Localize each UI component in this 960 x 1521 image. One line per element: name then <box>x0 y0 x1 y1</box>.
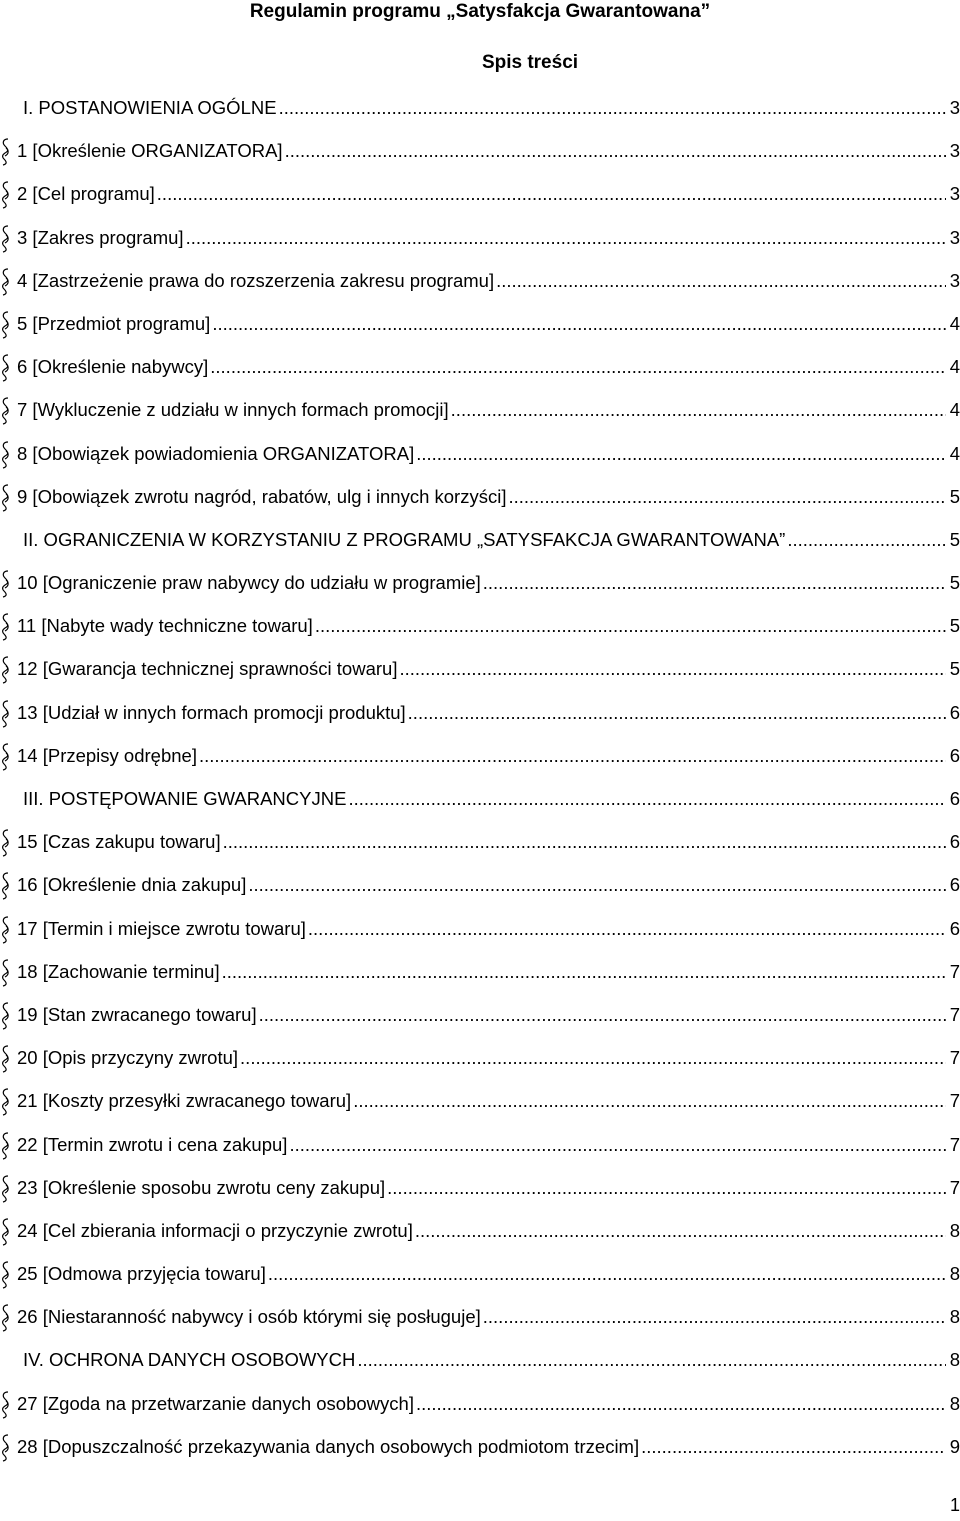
toc-entry-label: IV. OCHRONA DANYCH OSOBOWYCH <box>23 1349 356 1371</box>
toc-entry-page: 4 <box>949 399 960 421</box>
toc-entry-label: 10 [Ograniczenie praw nabywcy do udziału w programie] <box>17 572 481 594</box>
toc-entry-line <box>0 527 960 553</box>
toc-entry-page: 6 <box>949 831 960 853</box>
toc-dot-leader <box>308 916 946 942</box>
toc-entry-label: 16 [Określenie dnia zakupu] <box>17 874 247 896</box>
toc-entry-page: 8 <box>949 1219 960 1241</box>
toc-entry-line <box>0 1088 960 1114</box>
toc-entry-line <box>0 613 960 639</box>
toc-entry-page: 3 <box>949 226 960 248</box>
toc-entry-line <box>0 1002 960 1028</box>
toc-entry-page: 8 <box>949 1349 960 1371</box>
toc-section-entry[interactable] <box>0 735 960 778</box>
toc-entry-page: 5 <box>949 572 960 594</box>
toc-entry-label: 11 [Nabyte wady techniczne towaru] <box>17 615 313 637</box>
toc-entry-label: 23 [Określenie sposobu zwrotu ceny zakupu] <box>17 1176 386 1198</box>
toc-entry-label: 13 [Udział w innych formach promocji produktu] <box>17 701 406 723</box>
toc-entry-line <box>0 786 960 812</box>
toc-entry-label: III. POSTĘPOWANIE GWARANCYJNE <box>23 788 347 809</box>
toc-dot-leader <box>353 1088 946 1114</box>
toc-section-entry[interactable] <box>0 217 960 260</box>
toc-entry-line <box>0 570 960 596</box>
toc-entry-label: 26 [Niestaranność nabywcy i osób którymi się posługuje] <box>17 1306 481 1328</box>
toc-entry-line <box>0 397 960 423</box>
toc-entry-page: 4 <box>949 356 960 378</box>
toc-dot-leader <box>415 1218 946 1244</box>
toc-section-entry[interactable] <box>0 303 960 346</box>
toc-entry-line <box>0 916 960 942</box>
toc-entry-page: 3 <box>949 183 960 205</box>
toc-chapter-entry[interactable] <box>0 87 960 130</box>
toc-section-entry[interactable] <box>0 1037 960 1080</box>
toc-entry-label: 6 [Określenie nabywcy] <box>17 356 209 378</box>
toc-entry-line <box>0 1175 960 1201</box>
toc-entry-label: 20 [Opis przyczyny zwrotu] <box>17 1047 239 1069</box>
toc-dot-leader <box>285 138 946 164</box>
toc-entry-page: 8 <box>949 1392 960 1414</box>
toc-entry-page: 5 <box>949 658 960 680</box>
toc-section-entry[interactable] <box>0 1080 960 1123</box>
toc-dot-leader <box>399 656 946 682</box>
toc-entry-line <box>0 829 960 855</box>
toc-dot-leader <box>212 311 946 337</box>
toc-entry-label: 4 [Zastrzeżenie prawa do rozszerzenia zakresu programu] <box>17 269 495 291</box>
toc-entry-page: 3 <box>949 140 960 162</box>
toc-dot-leader <box>408 700 946 726</box>
toc-entry-line <box>0 743 960 769</box>
toc-dot-leader <box>641 1434 946 1460</box>
toc-dot-leader <box>496 268 946 294</box>
toc-entry-page: 9 <box>949 1435 960 1457</box>
toc-entry-line <box>0 1391 960 1417</box>
toc-dot-leader <box>279 95 946 121</box>
toc-section-entry[interactable] <box>0 346 960 389</box>
toc-entry-label: 21 [Koszty przesyłki zwracanego towaru] <box>17 1090 352 1112</box>
toc-section-entry[interactable] <box>0 260 960 303</box>
toc-entry-label: 15 [Czas zakupu towaru] <box>17 831 221 853</box>
toc-entry-line <box>0 354 960 380</box>
toc-entry-label: 24 [Cel zbierania informacji o przyczynie zwrotu] <box>17 1219 413 1241</box>
toc-entry-page: 7 <box>949 1003 960 1025</box>
toc-entry-page: 7 <box>949 1133 960 1155</box>
toc-entry-line <box>0 138 960 164</box>
toc-entry-page: 7 <box>949 1176 960 1198</box>
toc-entry-label: II. OGRANICZENIA W KORZYSTANIU Z PROGRAMU „SATYSFAKCJA GWARANTOWANA” <box>23 528 786 550</box>
toc-entry-line <box>0 1132 960 1158</box>
toc-section-entry[interactable] <box>0 994 960 1037</box>
toc-entry-label: 3 [Zakres programu] <box>17 226 184 248</box>
toc-entry-page: 6 <box>949 701 960 723</box>
toc-entry-label: 12 [Gwarancja technicznej sprawności towaru] <box>17 658 398 680</box>
toc-entry-page: 7 <box>949 960 960 982</box>
toc-entry-label: 22 [Termin zwrotu i cena zakupu] <box>17 1133 288 1155</box>
toc-entry-page: 7 <box>949 1090 960 1112</box>
toc-entry-line <box>0 95 960 121</box>
toc-section-entry[interactable] <box>0 864 960 907</box>
toc-dot-leader <box>186 225 946 251</box>
toc-section-entry[interactable] <box>0 951 960 994</box>
toc-section-entry[interactable] <box>0 476 960 519</box>
toc-entry-line <box>0 484 960 510</box>
toc-entry-line <box>0 656 960 682</box>
toc-entry-page: 6 <box>949 917 960 939</box>
toc-entry-line <box>0 311 960 337</box>
toc-entry-label: 25 [Odmowa przyjęcia towaru] <box>17 1263 266 1285</box>
toc-section-entry[interactable] <box>0 1383 960 1426</box>
toc-entry-page: 7 <box>949 1047 960 1069</box>
toc-dot-leader <box>157 181 946 207</box>
toc-dot-leader <box>451 397 946 423</box>
toc-entry-page: 3 <box>949 97 960 118</box>
toc-entry-label: 17 [Termin i miejsce zwrotu towaru] <box>17 917 306 939</box>
toc-entry-page: 5 <box>949 485 960 507</box>
toc-entry-page: 8 <box>949 1263 960 1285</box>
toc-entry-page: 4 <box>949 312 960 334</box>
toc-section-entry[interactable] <box>0 648 960 691</box>
toc-section-entry[interactable] <box>0 130 960 173</box>
toc-dot-leader <box>248 872 946 898</box>
toc-entry-label: 5 [Przedmiot programu] <box>17 312 211 334</box>
toc-entry-page: 6 <box>949 788 960 809</box>
toc-entry-label: 14 [Przepisy odrębne] <box>17 744 197 766</box>
toc-dot-leader <box>348 786 946 812</box>
toc-entry-line <box>0 1347 960 1373</box>
toc-entry-line <box>0 268 960 294</box>
toc-dot-leader <box>483 1304 946 1330</box>
toc-dot-leader <box>268 1261 946 1287</box>
document-title: Regulamin programu „Satysfakcja Gwarantowana” <box>249 1 711 22</box>
toc-entry-line <box>0 959 960 985</box>
toc-entry-line <box>0 700 960 726</box>
toc-section-entry[interactable] <box>0 605 960 648</box>
toc-entry-line <box>0 181 960 207</box>
toc-section-entry[interactable] <box>0 433 960 476</box>
toc-dot-leader <box>240 1045 946 1071</box>
toc-dot-leader <box>210 354 946 380</box>
toc-entry-line <box>0 1434 960 1460</box>
toc-dot-leader <box>387 1175 946 1201</box>
toc-entry-page: 8 <box>949 1306 960 1328</box>
toc-entry-label: 2 [Cel programu] <box>17 183 155 205</box>
toc-chapter-entry[interactable] <box>0 1339 960 1382</box>
toc-entry-page: 3 <box>949 269 960 291</box>
toc-entry-line <box>0 441 960 467</box>
toc-dot-leader <box>416 1391 946 1417</box>
toc-section-entry[interactable] <box>0 562 960 605</box>
toc-section-entry[interactable] <box>0 1296 960 1339</box>
toc-entry-line <box>0 872 960 898</box>
toc-dot-leader <box>315 613 946 639</box>
toc-dot-leader <box>787 527 946 553</box>
toc-entry-line <box>0 1304 960 1330</box>
toc-section-entry[interactable] <box>0 1426 960 1469</box>
toc-entry-page: 4 <box>949 442 960 464</box>
toc-dot-leader <box>289 1132 946 1158</box>
toc-entry-label: 28 [Dopuszczalność przekazywania danych osobowych podmiotom trzecim] <box>17 1435 640 1457</box>
toc-section-entry[interactable] <box>0 389 960 432</box>
toc-entry-label: 8 [Obowiązek powiadomienia ORGANIZATORA] <box>17 442 415 464</box>
toc-dot-leader <box>223 829 946 855</box>
toc-entry-label: 7 [Wykluczenie z udziału w innych formach promocji] <box>17 399 449 421</box>
toc-heading: Spis treści <box>481 52 579 73</box>
toc-dot-leader <box>199 743 946 769</box>
toc-section-entry[interactable] <box>0 1167 960 1210</box>
toc-chapter-entry[interactable] <box>0 778 960 821</box>
toc-entry-line <box>0 1045 960 1071</box>
toc-entry-label: I. POSTANOWIENIA OGÓLNE <box>23 97 277 118</box>
toc-section-entry[interactable] <box>0 1253 960 1296</box>
toc-dot-leader <box>483 570 946 596</box>
toc-section-entry[interactable] <box>0 692 960 735</box>
toc-entry-page: 5 <box>949 528 960 550</box>
toc-chapter-entry[interactable] <box>0 519 960 562</box>
toc-entry-page: 6 <box>949 744 960 766</box>
toc-entry-label: 19 [Stan zwracanego towaru] <box>17 1003 257 1025</box>
toc-entry-line <box>0 225 960 251</box>
toc-dot-leader <box>508 484 946 510</box>
toc-entry-line <box>0 1218 960 1244</box>
toc-section-entry[interactable] <box>0 908 960 951</box>
toc-dot-leader <box>357 1347 946 1373</box>
toc-dot-leader <box>222 959 946 985</box>
toc-section-entry[interactable] <box>0 173 960 216</box>
toc-dot-leader <box>416 441 946 467</box>
toc-entry-page: 6 <box>949 874 960 896</box>
toc-entry-label: 18 [Zachowanie terminu] <box>17 960 220 982</box>
toc-section-entry[interactable] <box>0 1124 960 1167</box>
toc-section-entry[interactable] <box>0 821 960 864</box>
toc-entry-line <box>0 1261 960 1287</box>
toc-entry-label: 1 [Określenie ORGANIZATORA] <box>17 140 283 162</box>
toc-entry-label: 9 [Obowiązek zwrotu nagród, rabatów, ulg i innych korzyści] <box>17 485 507 507</box>
toc-entry-label: 27 [Zgoda na przetwarzanie danych osobowych] <box>17 1392 414 1414</box>
toc-section-entry[interactable] <box>0 1210 960 1253</box>
page-number: 1 <box>949 1495 960 1515</box>
table-of-contents <box>0 87 960 1469</box>
toc-dot-leader <box>259 1002 946 1028</box>
toc-entry-page: 5 <box>949 615 960 637</box>
